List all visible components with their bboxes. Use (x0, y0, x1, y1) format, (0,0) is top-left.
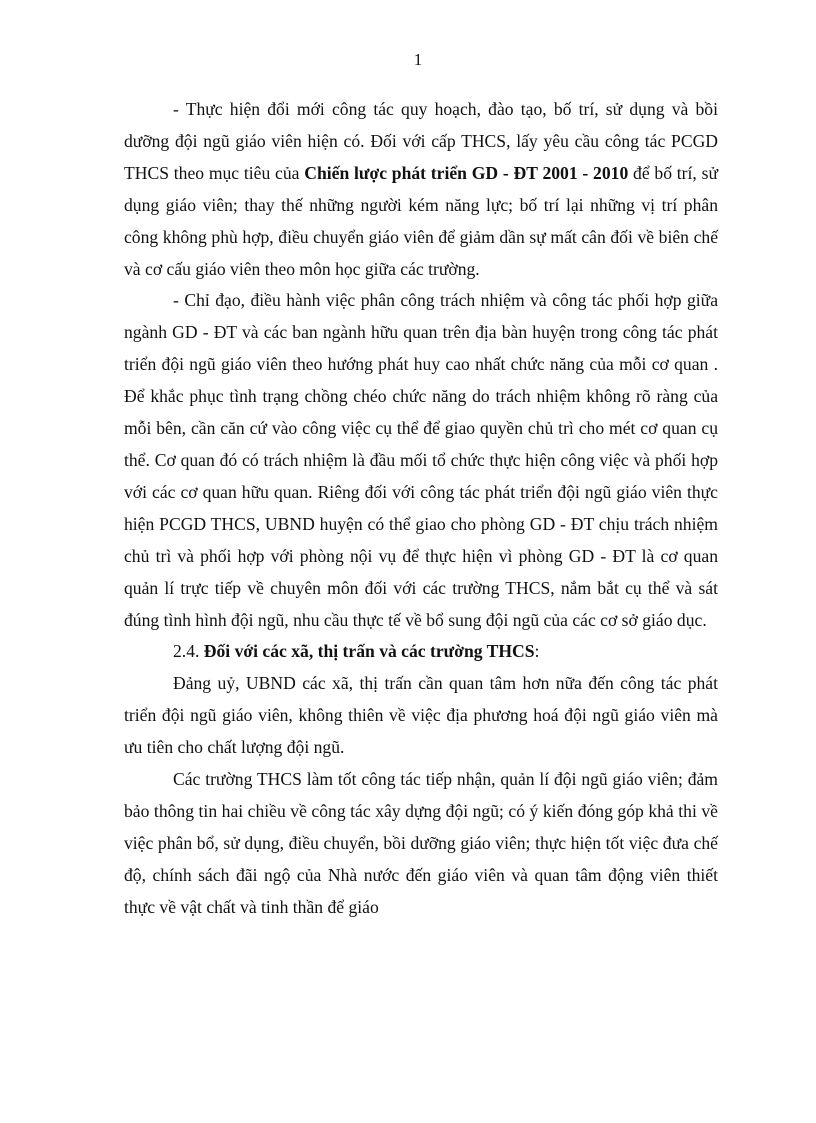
document-body (124, 94, 718, 924)
paragraph-communes: Đảng uỷ, UBND các xã, thị trấn cần quan tâm hơn nữa đến công tác phát triển đội ngũ giáo viên, không thiên về việc địa phương hoá đội ngũ giáo viên mà ưu tiên cho chất lượng đội ngũ. (124, 673, 718, 758)
section-heading (124, 636, 718, 668)
paragraph-text: để bố trí, sử dụng giáo viên; thay thế những người kém năng lực; bố trí lại những vị trí phân công không phù hợp, điều chuyển giáo viên để giảm dần sự mất cân đối về biên chế và cơ cấu giáo viên theo môn học giữa các trường. (124, 162, 718, 279)
paragraph-text: - Thực hiện đổi mới công tác quy hoạch, đào tạo, bố trí, sử dụng và bồi dưỡng đội ngũ giáo viên hiện có. Đối với cấp THCS, lấy yêu cầu công tác PCGD THCS theo mục tiêu của (124, 99, 718, 183)
page-number: 1 (413, 50, 423, 69)
strategy-title: Chiến lược phát triển GD - ĐT 2001 - 2010 (304, 162, 629, 183)
paragraph-schools: Các trường THCS làm tốt công tác tiếp nhận, quản lí đội ngũ giáo viên; đảm bảo thông tin hai chiều về công tác xây dựng đội ngũ; có ý kiến đóng góp khả thi về việc phân bổ, sử dụng, điều chuyển, bồi dưỡng giáo viên; thực hiện tốt việc đưa chế độ, chính sách đãi ngộ của Nhà nước đến giáo viên và quan tâm động viên thiết thực về vật chất và tinh thần để giáo (124, 769, 718, 917)
paragraph-planning (124, 94, 718, 285)
paragraph-coordination: - Chỉ đạo, điều hành việc phân công trách nhiệm và công tác phối hợp giữa ngành GD - ĐT và các ban ngành hữu quan trên địa bàn huyện trong công tác phát triển đội ngũ giáo viên theo hướng phát huy cao nhất chức năng của mỗi cơ quan . Để khắc phục tình trạng chồng chéo chức năng do trách nhiệm không rõ ràng của mỗi bên, cần căn cứ vào công việc cụ thể để giao quyền chủ trì cho mét cơ quan cụ thể. Cơ quan đó có trách nhiệm là đầu mối tổ chức thực hiện công việc và phối hợp với các cơ quan hữu quan. Riêng đối với công tác phát triển đội ngũ giáo viên thực hiện PCGD THCS, UBND huyện có thể giao cho phòng GD - ĐT chịu trách nhiệm chủ trì và phối hợp với phòng nội vụ để thực hiện vì phòng GD - ĐT là cơ quan quản lí trực tiếp về chuyên môn đối với các trường THCS, nắm bắt cụ thể và sát đúng tình hình đội ngũ, nhu cầu thực tế về bổ sung đội ngũ của các cơ sở giáo dục. (124, 290, 718, 630)
section-suffix: : (534, 641, 540, 662)
section-number: 2.4. (173, 641, 200, 662)
section-title: Đối với các xã, thị trấn và các trường THCS (203, 641, 535, 662)
